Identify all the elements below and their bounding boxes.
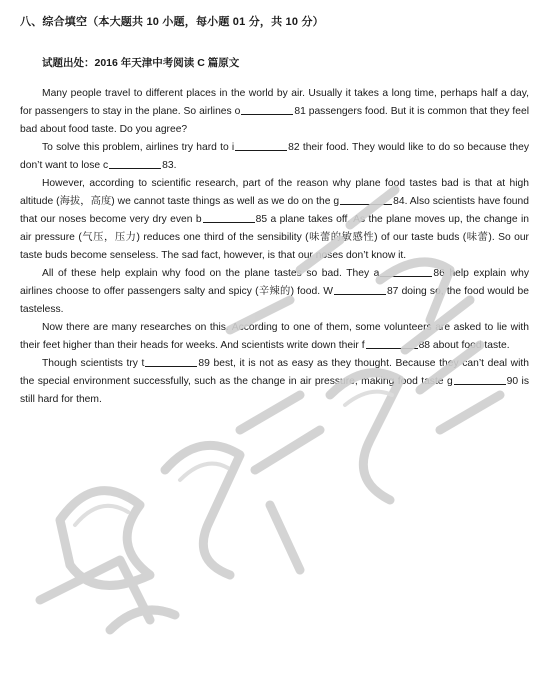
passage-text: is still hard for them. (20, 376, 529, 405)
blank-number: 82 (288, 142, 300, 153)
answer-blank (380, 266, 432, 277)
blank-number: 81 (294, 106, 306, 117)
paragraph (20, 319, 529, 355)
paragraph (20, 175, 529, 265)
passage-text: All of these help explain why food on the plane tastes so bad. They a (42, 268, 380, 279)
source-line: 试题出处：2016 年天津中考阅读 C 篇原文 (42, 57, 240, 69)
blank-number: 84 (393, 196, 405, 207)
blank-number: 88 (418, 340, 431, 351)
passage-text: passengers food. But it is common that they feel bad about food taste. Do you agree? (20, 106, 529, 135)
answer-blank (366, 338, 418, 349)
blank-number: 89 (198, 358, 210, 369)
passage-text: Now there are many researches on this. According to one of them, some volunteers are asked to lie with their feet higher than their heads for weeks. And scientists write down their f (20, 322, 529, 351)
passage-text: a plane takes off. As the plane moves up, the change in air pressure (气压，压力) reduces one third of the sensibility (味蕾的敏感性) of our taste buds (味蕾). So our taste buds become senseless. The sad fact, however, is that our noses don’t know it. (20, 214, 529, 261)
paragraph (20, 139, 529, 175)
answer-blank (241, 104, 293, 115)
passage-body (20, 85, 529, 409)
answer-blank (203, 212, 255, 223)
passage-text: . (173, 160, 177, 171)
answer-blank (340, 194, 392, 205)
passage-text: best, it is not as easy as they thought. Because they can’t deal with the special environment successfully, such as the change in air pressure, making food taste g (20, 358, 529, 387)
paragraph (20, 265, 529, 319)
answer-blank (334, 284, 386, 295)
blank-number: 86 (433, 268, 445, 279)
answer-blank (454, 374, 506, 385)
passage-text: doing so, the food would be tasteless. (20, 286, 529, 315)
passage-text: their food. They would like to do so because they don’t want to lose c (20, 142, 529, 171)
passage-text: . Also scientists have found that our noses become very dry even b (20, 196, 529, 225)
answer-blank (145, 356, 197, 367)
paragraph (20, 85, 529, 139)
blank-number: 87 (386, 286, 399, 297)
answer-blank (109, 158, 161, 169)
section-title: 八、综合填空（本大题共 10 小题，每小题 01 分，共 10 分） (20, 16, 324, 28)
passage-text: about food taste. (430, 340, 510, 351)
paragraph (20, 355, 529, 409)
answer-blank (235, 140, 287, 151)
passage-text: However, according to scientific research, part of the reason why plane food tastes bad is that at high altitude (海拔，高度) we cannot taste things as well as we do on the g (20, 178, 529, 207)
passage-text: Many people travel to different places in the world by air. Usually it takes a long time, perhaps half a day, for passengers to stay in the plane. So airlines o (20, 88, 529, 117)
passage-text: Though scientists try t (42, 358, 145, 369)
blank-number: 83 (162, 160, 174, 171)
blank-number: 90 (506, 376, 519, 387)
passage-text: To solve this problem, airlines try hard to i (42, 142, 235, 153)
blank-number: 85 (255, 214, 268, 225)
passage-text: help explain why airlines choose to offer passengers salty and spicy (辛辣的) food. W (20, 268, 529, 297)
